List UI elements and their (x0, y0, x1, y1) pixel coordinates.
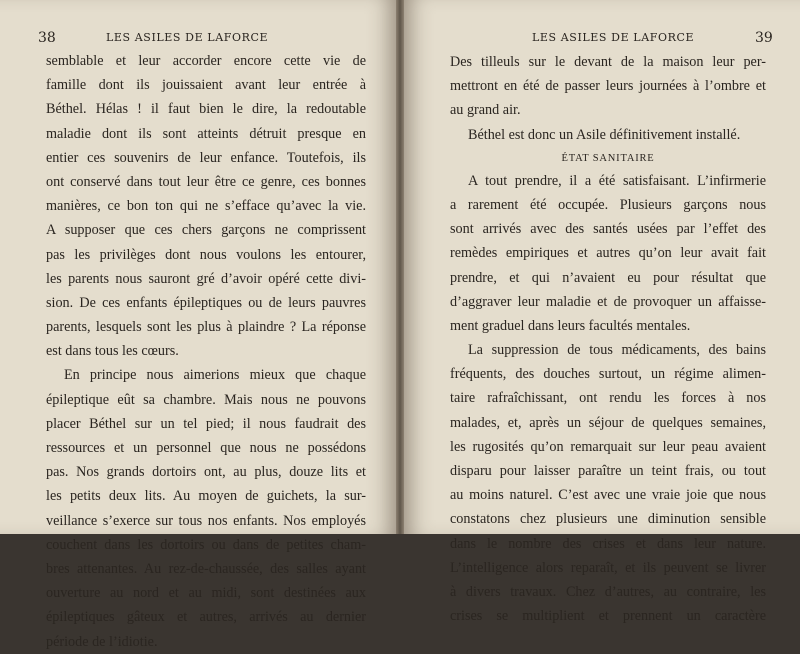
text-line: A supposer que ces chers garçons ne comprissent (46, 222, 366, 239)
text-line: placer Béthel sur un tel pied; il nous faudrait des (46, 415, 366, 432)
text-line: veillance s’exerce sur tous nos enfants. Nos employés (46, 512, 366, 529)
text-line: mettront en été de passer leurs journées à l’ombre et (450, 78, 766, 95)
text-line: pas les privilèges dont nous voulons les entourer, (46, 246, 366, 263)
text-line: période de l’idiotie. (46, 633, 158, 650)
running-head: LES ASILES DE LAFORCE (106, 31, 269, 44)
text-line: L’intelligence alors reparaît, et ils peuvent se livrer (450, 559, 766, 576)
text-line: manières, ce bon ton qui ne s’efface qu’avec la vie. (46, 198, 366, 215)
text-line: taire rafraîchissant, ont rendu les forces à nos (450, 390, 766, 407)
text-line: d’aggraver leur maladie et de provoquer un affaisse- (450, 293, 766, 310)
text-line: épileptique eût sa chambre. Mais nous ne pouvons (46, 391, 366, 408)
text-line: maladie dont ils sont atteints détruit presque en (46, 125, 366, 142)
left-page (0, 0, 396, 650)
page-number: 38 (38, 30, 56, 46)
text-line: remèdes empiriques et autres qu’on leur avait fait (450, 245, 766, 262)
text-line: parents, lesquels sont les plus à plaindre ? La réponse (46, 319, 366, 336)
text-line: les parents nous sauront gré d’avoir opéré cette divi- (46, 270, 366, 287)
text-line: fréquents, des douches surtout, un régime alimen- (450, 366, 766, 383)
text-line: bres attenantes. Au rez-de-chaussée, des salles ayant (46, 560, 366, 577)
text-line: Béthel est donc un Asile définitivement installé. (468, 126, 741, 143)
page-body (450, 50, 766, 628)
text-line: Béthel. Hélas ! il faut bien le dire, la redoutable (46, 101, 366, 118)
text-line: pas. Nos grands dortoirs ont, au plus, douze lits et (46, 464, 366, 481)
text-line: à divers travaux. Chez d’autres, au contraire, les (450, 583, 766, 600)
text-line: entier ces souvenirs de leur enfance. Toutefois, ils (46, 149, 366, 166)
text-line: crises se multiplient et prennent un caractère (450, 608, 766, 625)
text-line: ont conservé dans tout leur être ce genre, ces bonnes (46, 173, 366, 190)
text-line: famille dont ils jouissaient avant leur entrée à (46, 77, 366, 94)
running-head: LES ASILES DE LAFORCE (532, 31, 695, 44)
text-line: a rarement été occupée. Plusieurs garçons nous (450, 196, 766, 213)
text-line: sont arrivés avec des santés usées par l’effet des (450, 221, 766, 238)
book-gutter (396, 0, 404, 534)
text-line: ouverture au nord et au midi, sont destinées aux (46, 585, 366, 602)
page-number: 39 (755, 30, 773, 46)
text-line: au moins naturel. C’est avec une vraie joie que nous (450, 487, 766, 504)
text-line: les rugosités qu’on remarquait sur leur peau avaient (450, 438, 766, 455)
text-line: semblable et leur accorder encore cette vie de (46, 53, 366, 69)
page-body (46, 49, 366, 654)
text-line: épileptiques gâteux et autres, arrivés au dernier (46, 609, 366, 626)
text-line: La suppression de tous médicaments, des bains (468, 342, 766, 359)
text-line: prendre, et qui n’avaient eu pour résultat que (450, 269, 766, 286)
text-line: constatons chez plusieurs une diminution sensible (450, 511, 766, 528)
text-line: malades, et, après un séjour de quelques semaines, (450, 414, 766, 431)
text-line: au grand air. (450, 102, 521, 119)
text-line: couchent dans les dortoirs ou dans de petites cham- (46, 536, 366, 553)
right-page (404, 0, 800, 625)
text-line: En principe nous aimerions mieux que chaque (64, 367, 366, 384)
text-line: les petits deux lits. Au moyen de guichets, la sur- (46, 488, 366, 505)
text-line: disparu pour laisser paraître un teint frais, ou tout (450, 463, 766, 479)
text-line: dans le nombre des crises et dans leur nature. (450, 535, 766, 552)
text-line: A tout prendre, il a été satisfaisant. L’infirmerie (468, 172, 766, 189)
section-heading: ÉTAT SANITAIRE (561, 152, 655, 164)
text-line: est dans tous les cœurs. (46, 343, 179, 360)
text-line: sion. De ces enfants épileptiques ou de leurs pauvres (46, 294, 366, 311)
text-line: ressources et un personnel que nous ne possédons (46, 440, 366, 456)
text-line: Des tilleuls sur le devant de la maison leur per- (450, 54, 766, 70)
text-line: ment graduel dans leurs facultés mentales. (450, 317, 691, 334)
